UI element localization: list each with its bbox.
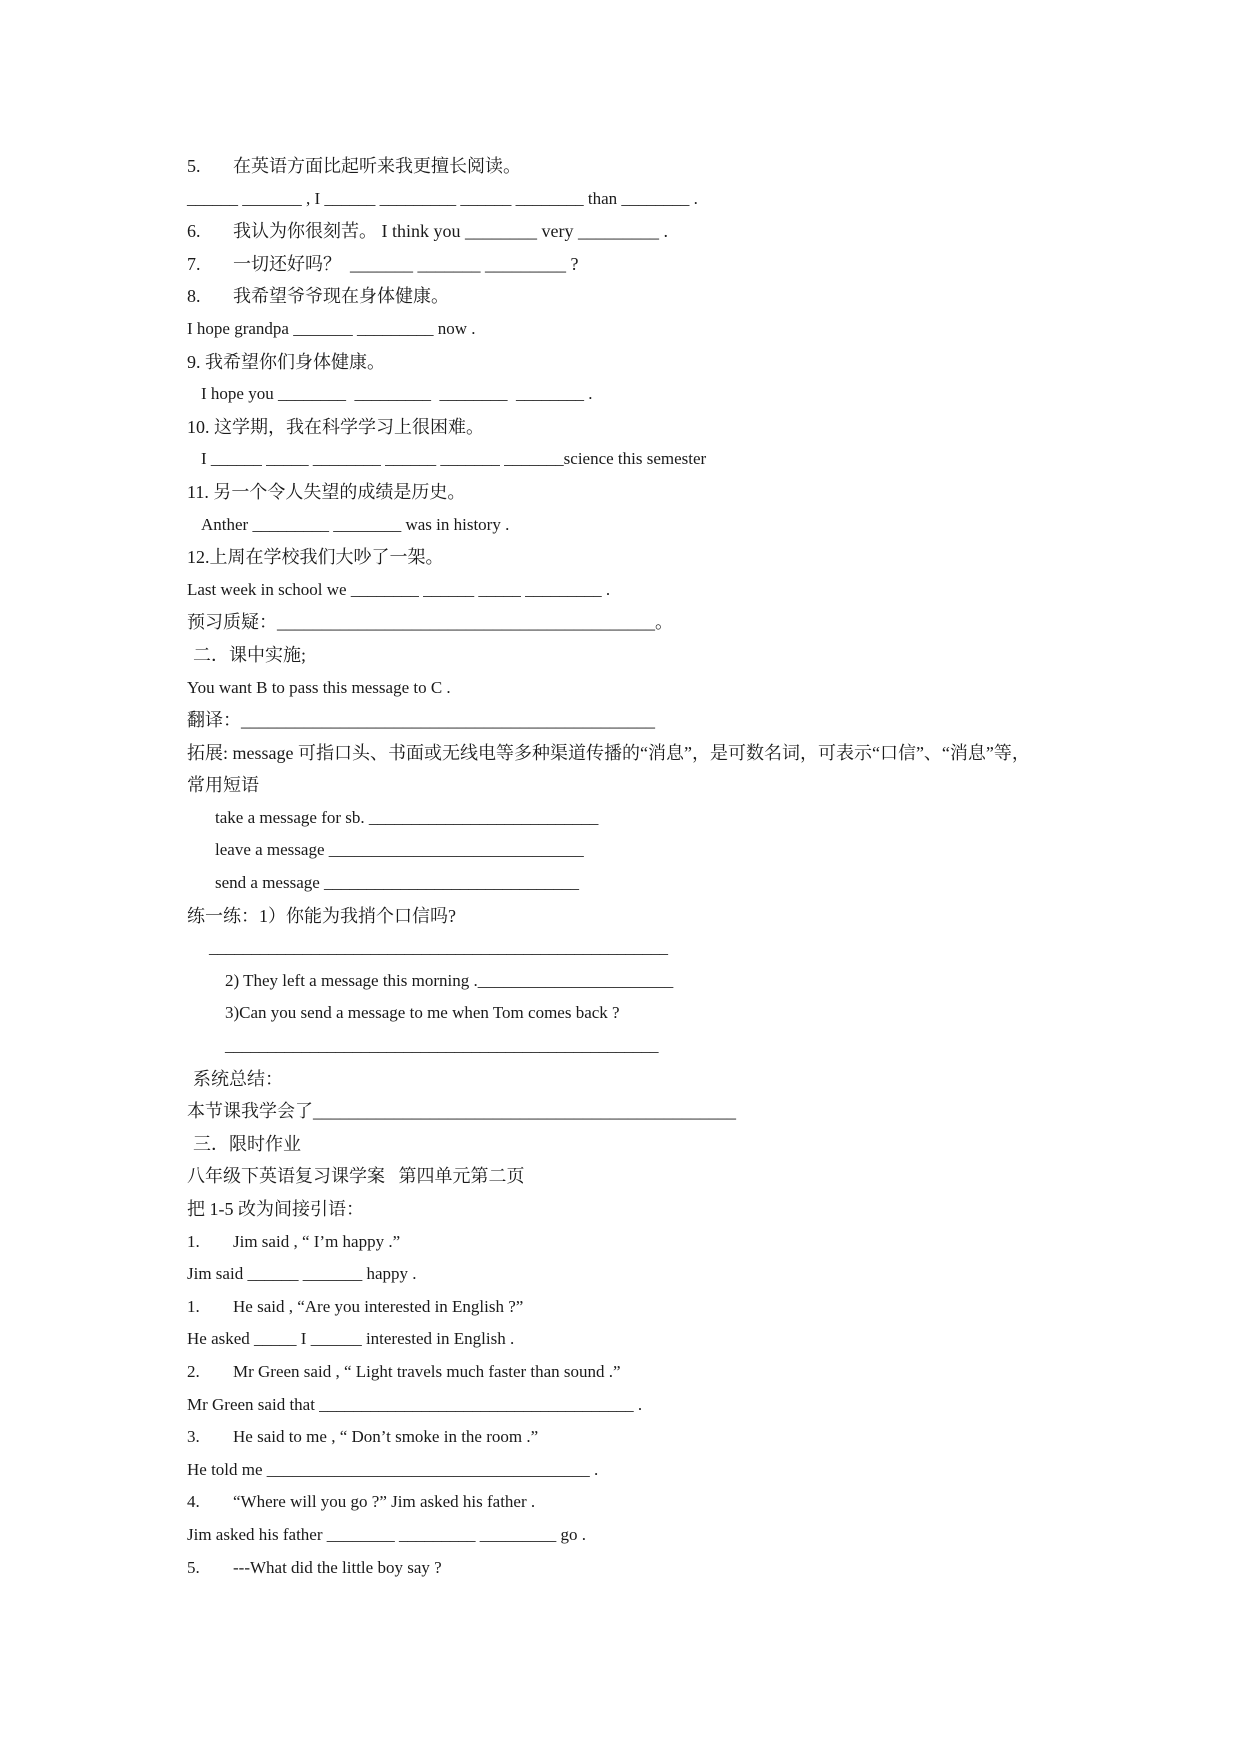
item-6 [187,215,1087,248]
practice-1 [187,900,1087,933]
practice-3 [187,997,1087,1030]
item-number: 7. [187,253,201,274]
item-number: 4. [187,1492,200,1512]
item-text: I hope you ________ _________ ________ ________ . [201,384,593,404]
item-text: You want B to pass this message to C . [187,677,451,697]
item-number: 5. [187,156,201,176]
hw-item-3-answer [187,1454,1087,1487]
item-text: ___________________________________________________ [225,1036,659,1056]
common-phrases-heading [187,769,1087,802]
hw-item-4 [187,1486,1087,1519]
item-text: He asked _____ I ______ interested in English . [187,1329,515,1349]
item-10-blanks [187,443,1087,476]
item-text: Jim said , “ I’m happy .” [233,1231,401,1251]
item-text: 系统总结： [193,1068,283,1089]
item-text: He told me ______________________________________ . [187,1459,599,1479]
item-number: 2. [187,1361,200,1381]
practice-3-blank [187,1030,1087,1063]
item-text: 11. 另一个令人失望的成绩是历史。 [187,481,466,502]
item-text: 10. 这学期，我在科学学习上很困难。 [187,416,484,437]
item-text: 常用短语 [187,775,259,796]
item-text: leave a message ______________________________ [215,840,584,860]
item-text: “Where will you go ?” Jim asked his father . [233,1492,536,1512]
item-text: send a message ______________________________ [215,873,580,893]
item-text: Jim asked his father ________ _________ _________ go . [187,1524,586,1544]
item-text: Mr Green said , “ Light travels much faster than sound .” [233,1361,621,1381]
item-text: 12.上周在学校我们大吵了一架。 [187,547,444,568]
indirect-speech-instruction [187,1193,1087,1226]
item-8-prompt [187,280,1087,313]
translation-line [187,704,1087,737]
hw-item-2 [187,1356,1087,1389]
item-12-blanks [187,574,1087,607]
item-number: 1. [187,1296,200,1316]
item-number: 1. [187,1231,200,1251]
item-text: 我希望爷爷现在身体健康。 [233,286,449,307]
item-text: Anther _________ ________ was in history . [201,514,510,534]
hw-item-1b-answer [187,1323,1087,1356]
item-text: He said to me , “ Don’t smoke in the room .” [233,1427,539,1447]
item-number: 5. [187,1557,200,1577]
item-text: 八年级下英语复习课学案 第四单元第二页 [187,1166,525,1187]
item-text: 本节课我学会了_______________________________________________ [187,1101,736,1122]
item-text: Mr Green said that _____________________________________ . [187,1394,643,1414]
item-number: 8. [187,286,201,307]
phrase-leave-message [187,834,1087,867]
hw-item-1a [187,1226,1087,1259]
item-10-prompt [187,411,1087,444]
section-heading: 二．课中实施; [193,644,307,665]
item-text: ______________________________________________________ [209,938,668,958]
item-text: 一切还好吗？ _______ _______ _________ ? [233,253,579,274]
phrase-send-message [187,867,1087,900]
item-11-blanks [187,509,1087,542]
item-text: Jim said ______ _______ happy . [187,1264,417,1284]
item-text: 预习质疑：__________________________________________。 [187,612,673,633]
hw-item-5 [187,1552,1087,1585]
worksheet-page [187,150,1087,1584]
item-number: 3. [187,1427,200,1447]
example-sentence [187,672,1087,705]
item-9-prompt [187,346,1087,379]
section-3-heading [187,1128,1087,1161]
item-text: Last week in school we ________ ______ _____ _________ . [187,579,611,599]
hw-item-1b [187,1291,1087,1324]
item-text: 我认为你很刻苦。 I think you ________ very _________ . [233,221,668,242]
item-7 [187,248,1087,281]
item-text: take a message for sb. ___________________________ [215,807,599,827]
worksheet-title [187,1160,1087,1193]
item-11-prompt [187,476,1087,509]
item-text: I ______ _____ ________ ______ _______ _______science this semester [201,449,707,469]
item-5-prompt [187,150,1087,183]
hw-item-1a-answer [187,1258,1087,1291]
hw-item-2-answer [187,1389,1087,1422]
preview-questions [187,606,1087,639]
summary-heading [187,1063,1087,1096]
extension-note [187,737,1087,770]
summary-blank [187,1095,1087,1128]
hw-item-4-answer [187,1519,1087,1552]
item-text: 2) They left a message this morning ._______________________ [225,970,674,990]
item-number: 6. [187,221,201,242]
practice-1-blank [187,932,1087,965]
hw-item-3 [187,1421,1087,1454]
item-text: 翻译：______________________________________________ [187,710,655,731]
item-9-blanks [187,378,1087,411]
item-text: 在英语方面比起听来我更擅长阅读。 [233,156,521,176]
item-text: 练一练：1）你能为我捎个口信吗? [187,905,456,926]
item-12-prompt [187,541,1087,574]
item-text: 3)Can you send a message to me when Tom comes back ? [225,1003,620,1023]
item-text: ---What did the little boy say ? [233,1557,442,1577]
section-2-heading [187,639,1087,672]
item-text: I hope grandpa _______ _________ now . [187,318,476,338]
phrase-take-message [187,802,1087,835]
item-5-blanks [187,183,1087,216]
item-text: He said , “Are you interested in English ?” [233,1296,524,1316]
item-8-blanks [187,313,1087,346]
item-text: 9. 我希望你们身体健康。 [187,351,385,372]
practice-2 [187,965,1087,998]
item-text: ______ _______ , I ______ _________ ______ ________ than ________ . [187,188,698,208]
item-text: 把 1-5 改为间接引语： [187,1199,364,1219]
item-text: 拓展: message 可指口头、书面或无线电等多种渠道传播的“消息”，是可数名词，可表示“口信”、“消息”等， [187,742,1030,763]
section-heading: 三．限时作业 [193,1133,301,1154]
